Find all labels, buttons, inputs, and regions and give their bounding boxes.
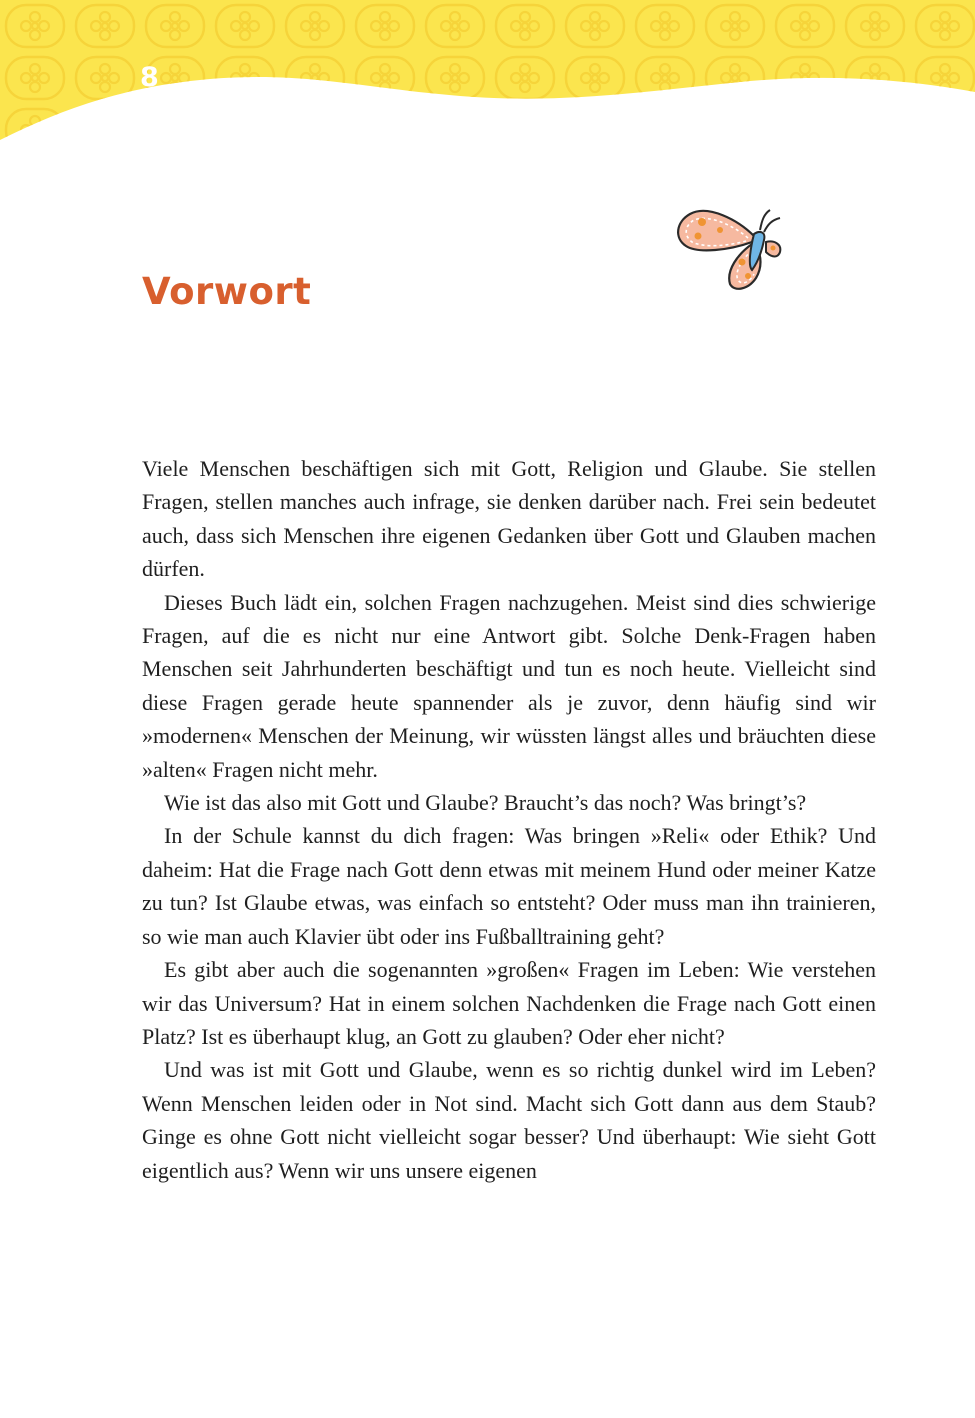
paragraph-3: Wie ist das also mit Gott und Glaube? Braucht’s das noch? Was bringt’s? bbox=[164, 790, 807, 816]
page-number: 8 bbox=[140, 62, 160, 93]
paragraph-1: Viele Menschen beschäftigen sich mit Gott, Religion und Glaube. Sie stellen Fragen, stellen manches auch infrage, sie denken darüber nach. Frei sein bedeutet auch, dass sich Menschen ihre eigenen Gedanken über Gott und Glauben machen dürfen. bbox=[142, 456, 876, 582]
paragraph-6: Und was ist mit Gott und Glaube, wenn es so richtig dunkel wird im Leben? Wenn Menschen leiden oder in Not sind. Macht sich Gott dann aus dem Staub? Ginge es ohne Gott nicht vielleicht sogar besser? Und überhaupt: Wie sieht Gott eigentlich aus? Wenn wir uns unsere eigenen bbox=[142, 1057, 876, 1183]
paragraph-4: In der Schule kannst du dich fragen: Was bringen »Reli« oder Ethik? Und daheim: Hat die Frage nach Gott denn etwas mit meinem Hund oder meiner Katze zu tun? Ist Glaube etwas, was einfach so entsteht? Oder muss man ihn trainieren, so wie man auch Klavier übt oder ins Fußballtraining geht? bbox=[142, 823, 876, 949]
body-text bbox=[142, 452, 876, 1187]
paragraph-2: Dieses Buch lädt ein, solchen Fragen nachzugehen. Meist sind dies schwierige Fragen, auf die es nicht nur eine Antwort gibt. Solche Denk-Fragen haben Menschen seit Jahrhunderten beschäftigt und tun es noch heute. Vielleicht sind diese Fragen gerade heute spannender als je zuvor, denn häufig sind wir »modernen« Menschen der Meinung, wir wüssten längst alles und bräuchten diese »alten« Fragen nicht mehr. bbox=[142, 589, 876, 782]
chapter-title: Vorwort bbox=[142, 270, 312, 313]
butterfly-icon bbox=[668, 200, 798, 292]
paragraph-5: Es gibt aber auch die sogenannten »großen« Fragen im Leben: Wie verstehen wir das Universum? Hat in einem solchen Nachdenken die Frage nach Gott einen Platz? Ist es überhaupt klug, an Gott zu glauben? Oder eher nicht? bbox=[142, 957, 876, 1049]
